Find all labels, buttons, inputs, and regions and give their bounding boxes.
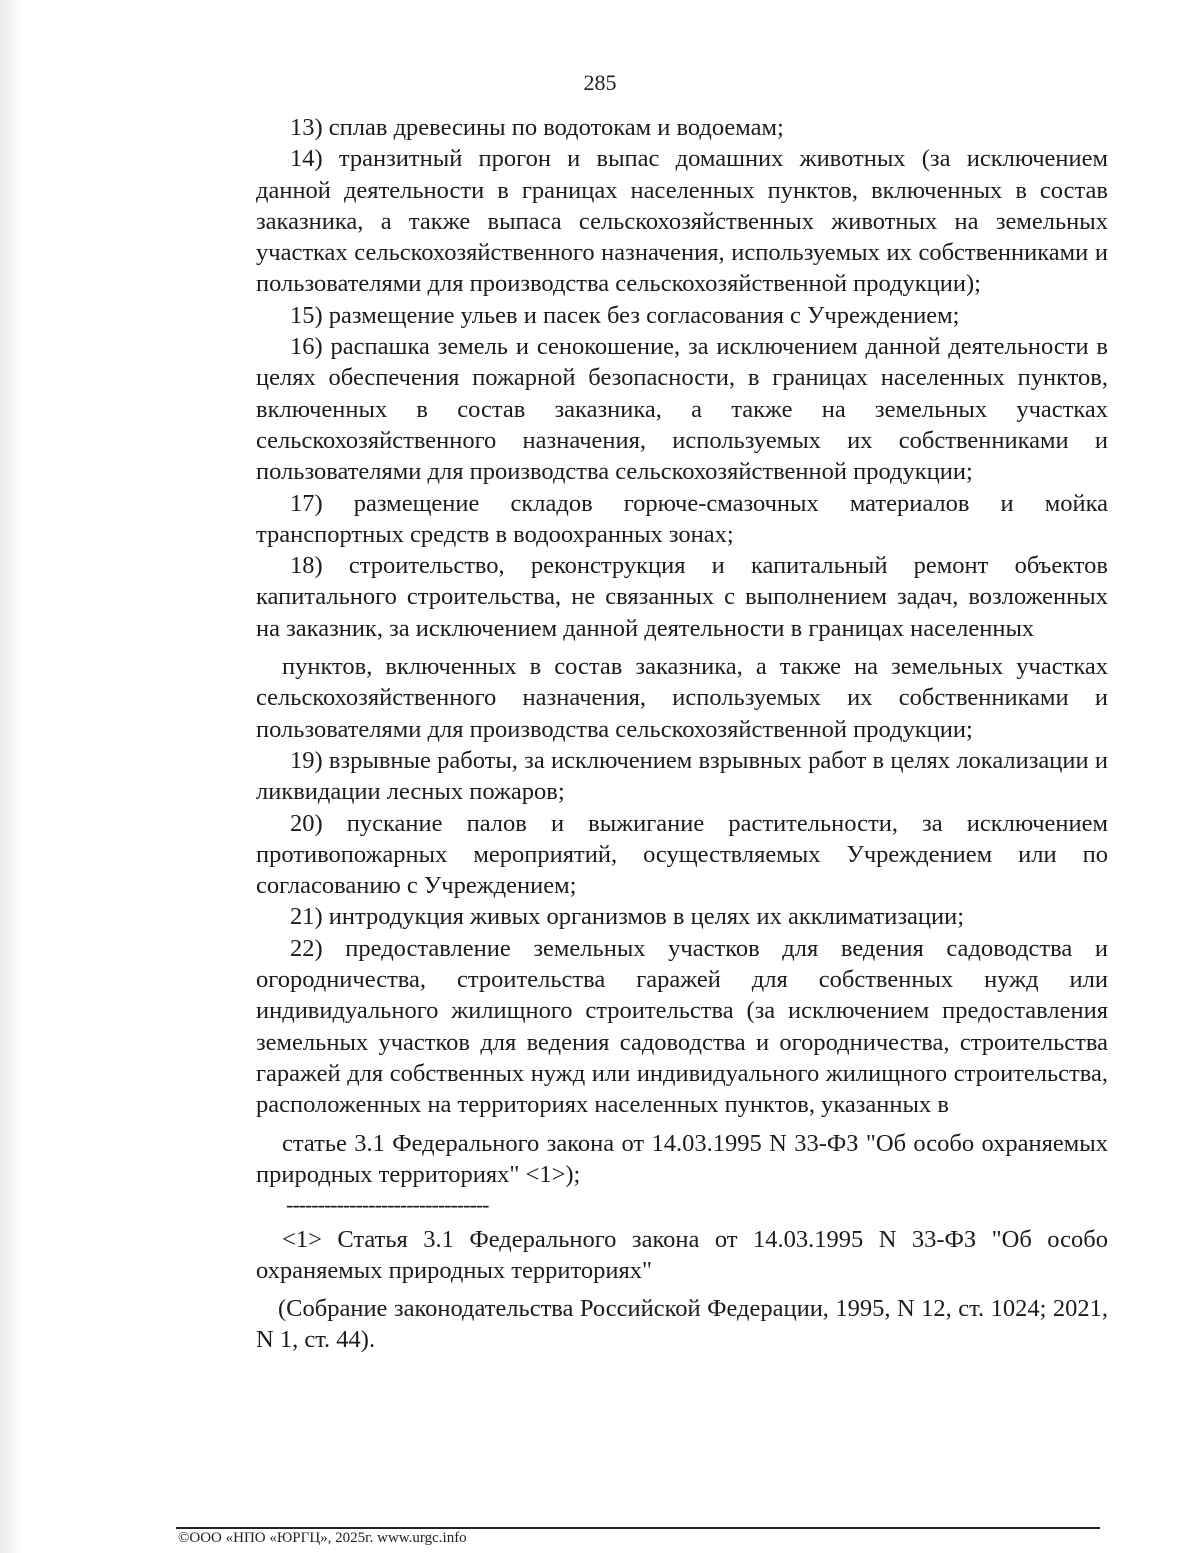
scan-edge-shadow (0, 0, 22, 1553)
list-item-20: 20) пускание палов и выжигание растительности, за исключением противопожарных мероприятий, осуществляемых Учреждением или по согласованию с Учреждением; (256, 809, 1108, 900)
list-item-19: 19) взрывные работы, за исключением взрывных работ в целях локализации и ликвидации лесных пожаров; (256, 746, 1108, 806)
footnote-separator: -------------------------------- (286, 1192, 489, 1218)
footnote-1: <1> Статья 3.1 Федерального закона от 14.03.1995 N 33-ФЗ "Об особо охраняемых природных территориях" (256, 1226, 1108, 1285)
list-item-22-continued: статье 3.1 Федерального закона от 14.03.1995 N 33-ФЗ "Об особо охраняемых природных территориях" <1>); (256, 1129, 1108, 1188)
list-item-18: 18) строительство, реконструкция и капитальный ремонт объектов капитального строительства, не связанных с выполнением задач, возложенных на заказник, за исключением данной деятельности в границах населенных (256, 552, 1108, 642)
footer-divider (176, 1527, 1100, 1529)
list-item-16: 16) распашка земель и сенокошение, за исключением данной деятельности в целях обеспечения пожарной безопасности, в границах населенных пунктов, включенных в состав заказника, а также на земельных участках сельскохозяйственного назначения, используемых их собственниками и пользователями для производства сельскохозяйственной продукции; (256, 333, 1108, 486)
footnote-1-source: (Собрание законодательства Российской Федерации, 1995, N 12, ст. 1024; 2021, N 1, ст. 44). (256, 1294, 1109, 1353)
list-item-18-continued: пунктов, включенных в состав заказника, а также на земельных участках сельскохозяйственного назначения, используемых их собственниками и пользователями для производства сельскохозяйственной продукции; (256, 653, 1108, 743)
list-item-22: 22) предоставление земельных участков для ведения садоводства и огородничества, строительства гаражей для собственных нужд или индивидуального жилищного строительства (за исключением предоставления земельных участков для ведения садоводства и огородничества, строительства гаражей для собственных нужд или индивидуального жилищного строительства, расположенных на территориях населенных пунктов, указанных в (256, 934, 1108, 1119)
list-item-21: 21) интродукция живых организмов в целях их акклиматизации; (290, 903, 965, 931)
list-item-15: 15) размещение ульев и пасек без согласования с Учреждением; (290, 301, 960, 329)
list-item-17: 17) размещение складов горюче-смазочных материалов и мойка транспортных средств в водоохранных зонах; (256, 489, 1108, 548)
list-item-13: 13) сплав древесины по водотокам и водоемам; (290, 114, 784, 141)
list-item-14: 14) транзитный прогон и выпас домашних животных (за исключением данной деятельности в границах населенных пунктов, включенных в состав заказника, а также выпаса сельскохозяйственных животных на земельных участках сельскохозяйственного назначения, используемых их собственниками и пользователями для производства сельскохозяйственной продукции); (256, 145, 1108, 298)
document-body (256, 112, 1108, 1355)
footer-copyright: ©ООО «НПО «ЮРГЦ», 2025г. www.urgc.info (178, 1530, 467, 1546)
page-number: 285 (583, 70, 617, 95)
